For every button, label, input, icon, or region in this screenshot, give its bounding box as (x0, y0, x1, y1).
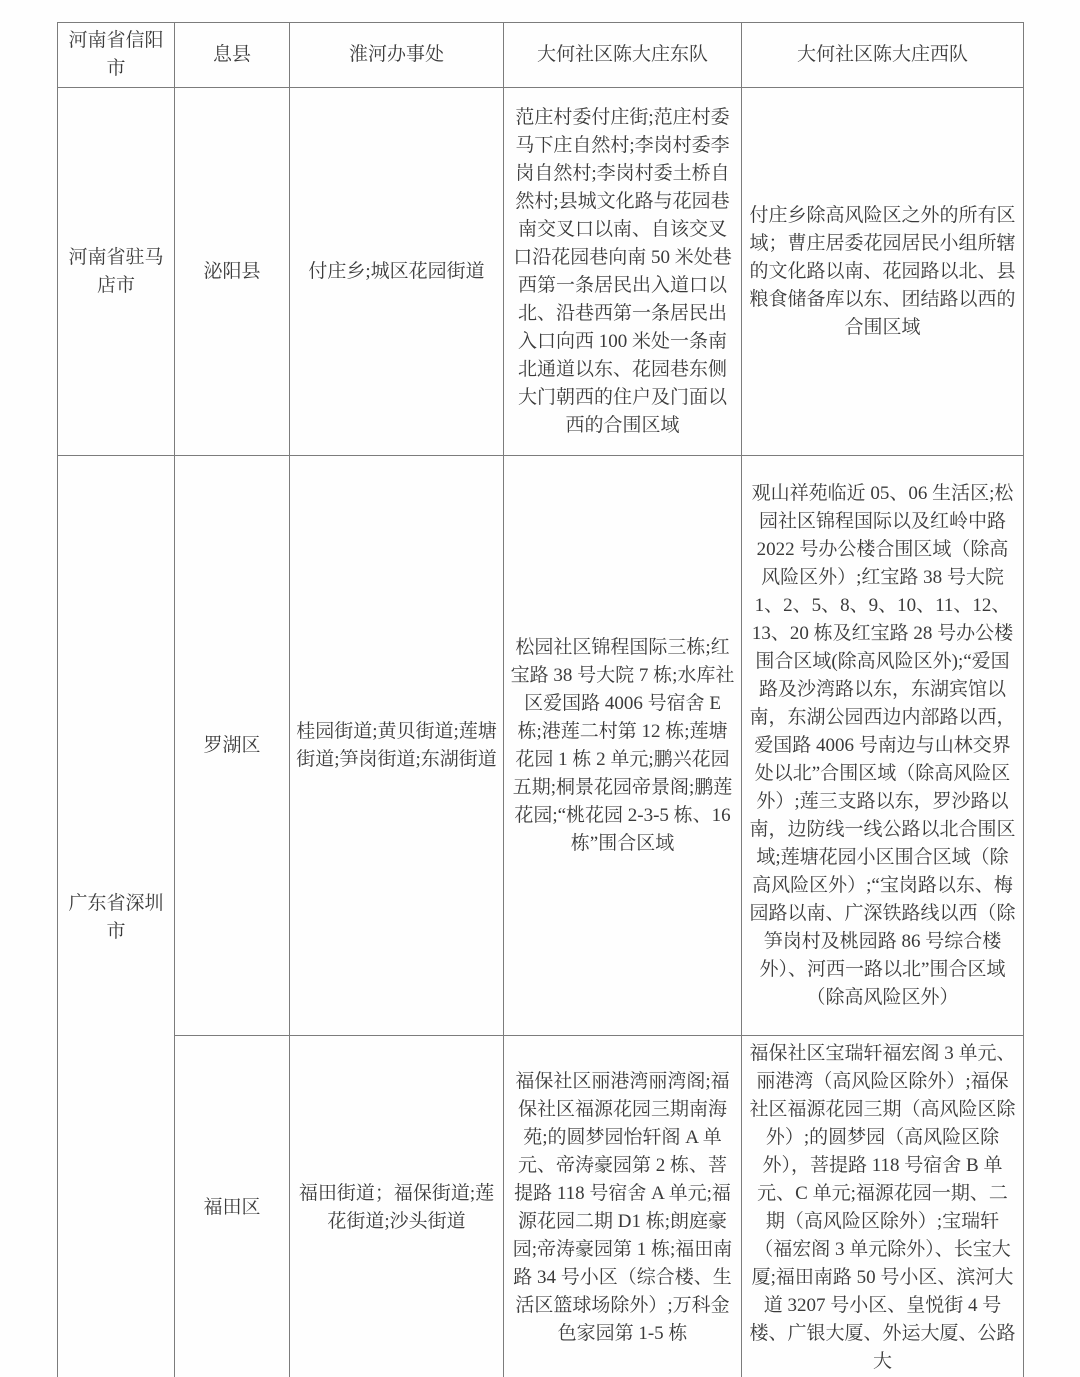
table-row (58, 1036, 1024, 1377)
area-east-cell: 范庄村委付庄街;范庄村委马下庄自然村;李岗村委李岗自然村;李岗村委土桥自然村;县城文化路与花园巷南交叉口以南、自该交叉口沿花园巷向南 50 米处巷西第一条居民出入道口以北、沿巷西第一条居民出入口向西 100 米处一条南北通道以东、花园巷东侧大门朝西的住户及门面以西的合围区域 (504, 88, 742, 456)
area-east-cell: 福保社区丽港湾丽湾阁;福保社区福源花园三期南海苑;的圆梦园怡轩阁 A 单元、帝涛豪园第 2 栋、菩提路 118 号宿舍 A 单元;福源花园二期 D1 栋;朗庭豪园;帝涛豪园第 1 栋;福田南路 34 号小区（综合楼、生活区篮球场除外）;万科金色家园第 1-5 栋 (504, 1036, 742, 1377)
table-row (58, 23, 1024, 88)
city-cell: 河南省驻马店市 (58, 88, 175, 456)
area-west-cell: 观山祥苑临近 05、06 生活区;松园社区锦程国际以及红岭中路 2022 号办公楼合围区域（除高风险区外）;红宝路 38 号大院 1、2、5、8、9、10、11、12、13、20 栋及红宝路 28 号办公楼围合区域(除高风险区外);“爱国路及沙湾路以东，东湖宾馆以南，东湖公园西边内部路以西，爱国路 4006 号南边与山林交界处以北”合围区域（除高风险区外）;莲三支路以东，罗沙路以南，边防线一线公路以北合围区域;莲塘花园小区围合区域（除高风险区外）;“宝岗路以东、梅园路以南、广深铁路线以西（除笋岗村及桃园路 86 号综合楼外）、河西一路以北”围合区域（除高风险区外） (742, 456, 1024, 1036)
table-row (58, 456, 1024, 1036)
street-cell: 桂园街道;黄贝街道;莲塘街道;笋岗街道;东湖街道 (290, 456, 504, 1036)
county-cell: 泌阳县 (175, 88, 290, 456)
county-cell: 息县 (175, 23, 290, 88)
risk-areas-table (57, 22, 1024, 1377)
area-west-cell: 福保社区宝瑞轩福宏阁 3 单元、丽港湾（高风险区除外）;福保社区福源花园三期（高风险区除外）;的圆梦园（高风险区除外），菩提路 118 号宿舍 B 单元、C 单元;福源花园一期、二期（高风险区除外）;宝瑞轩（福宏阁 3 单元除外）、长宝大厦;福田南路 50 号小区、滨河大道 3207 号小区、皇悦街 4 号楼、广银大厦、外运大厦、公路大 (742, 1036, 1024, 1377)
street-cell: 付庄乡;城区花园街道 (290, 88, 504, 456)
area-east-cell: 大何社区陈大庄东队 (504, 23, 742, 88)
area-west-cell: 付庄乡除高风险区之外的所有区域；曹庄居委花园居民小组所辖的文化路以南、花园路以北、县粮食储备库以东、团结路以西的合围区域 (742, 88, 1024, 456)
street-cell: 淮河办事处 (290, 23, 504, 88)
area-west-cell: 大何社区陈大庄西队 (742, 23, 1024, 88)
county-cell: 福田区 (175, 1036, 290, 1377)
table-row (58, 88, 1024, 456)
city-cell: 河南省信阳市 (58, 23, 175, 88)
county-cell: 罗湖区 (175, 456, 290, 1036)
street-cell: 福田街道；福保街道;莲花街道;沙头街道 (290, 1036, 504, 1377)
area-east-cell: 松园社区锦程国际三栋;红宝路 38 号大院 7 栋;水库社区爱国路 4006 号宿舍 E 栋;港莲二村第 12 栋;莲塘花园 1 栋 2 单元;鹏兴花园五期;桐景花园帝景阁;鹏莲花园;“桃花园 2-3-5 栋、16 栋”围合区域 (504, 456, 742, 1036)
city-cell: 广东省深圳市 (58, 456, 175, 1377)
